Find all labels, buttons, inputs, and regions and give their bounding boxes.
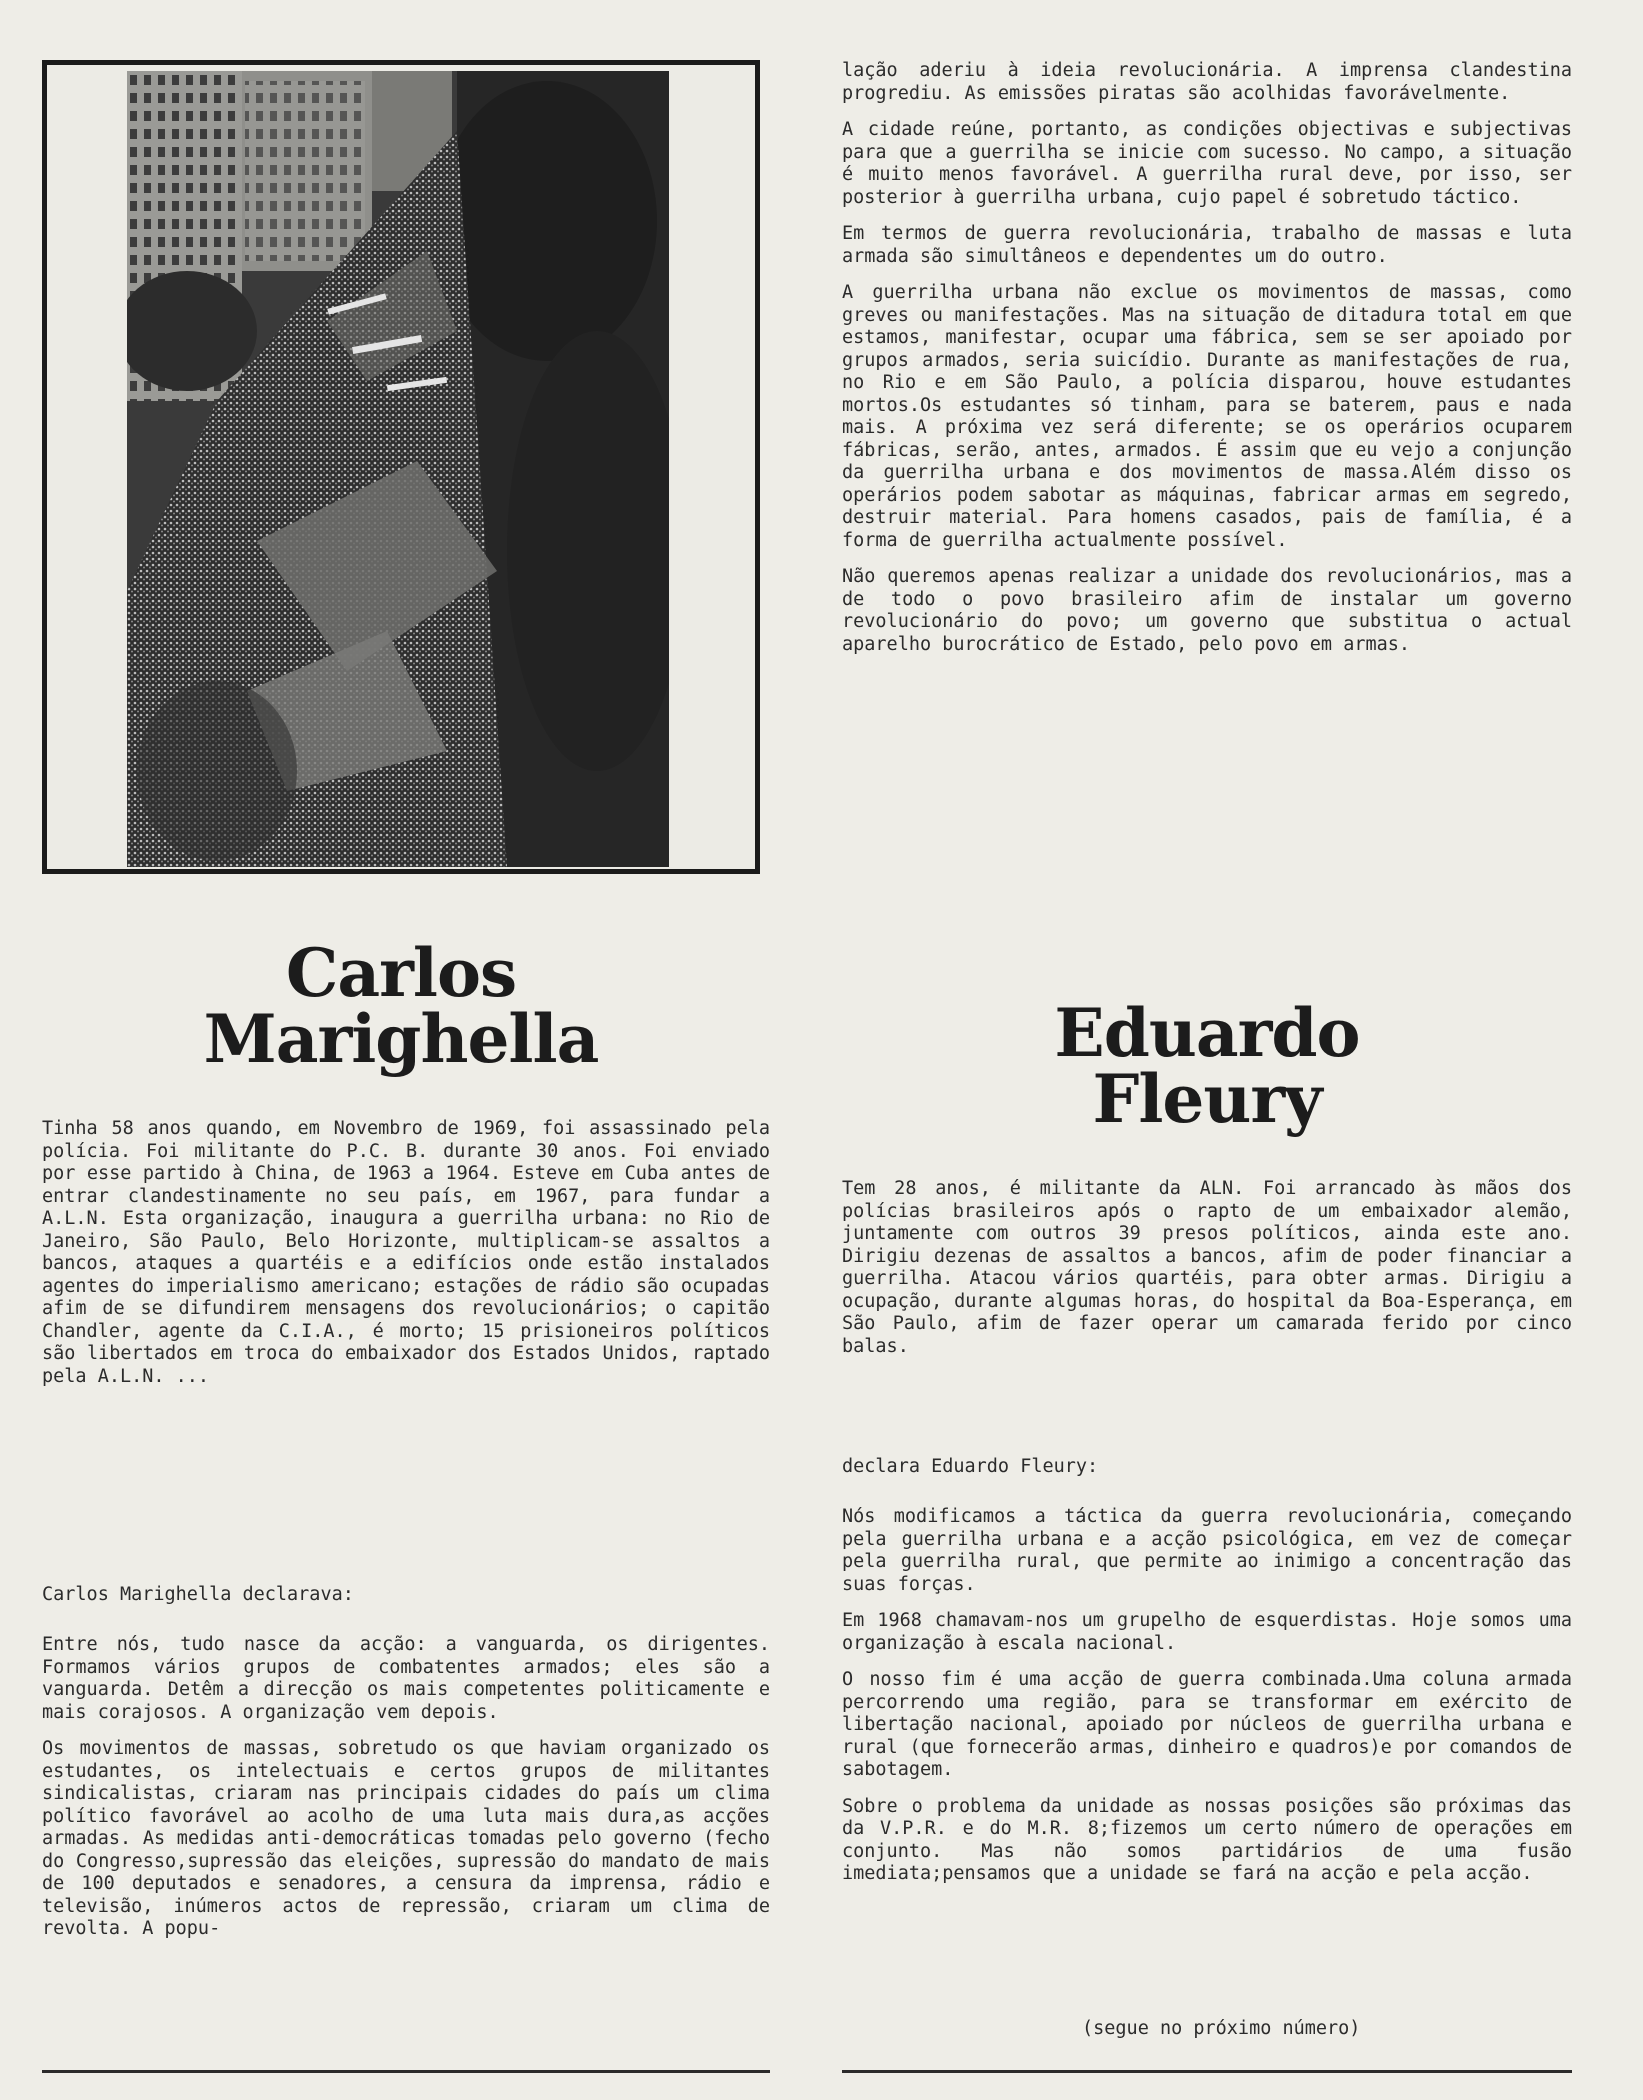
statement-paragraph: Não queremos apenas realizar a unidade dos revolucionários, mas a de todo o povo brasileiro afim de instalar um governo revolucionário do povo; um governo que substitua o actual aparelho burocrático de Estado, pelo povo em armas. xyxy=(842,566,1572,655)
marighella-statement xyxy=(42,1634,770,1955)
heading-line-2: Fleury xyxy=(1092,1060,1322,1138)
photo-frame xyxy=(42,60,760,874)
statement-paragraph: Entre nós, tudo nasce da acção: a vanguarda, os dirigentes. Formamos vários grupos de combatentes armados; eles são a vanguarda. Detêm a direcção os mais competentes politicamente e mais corajosos. A organização vem depois. xyxy=(42,1634,770,1723)
statement-paragraph: Os movimentos de massas, sobretudo os que haviam organizado os estudantes, os intelectuais e certos grupos de militantes sindicalistas, criaram nas principais cidades do país um clima político favorável ao acolho de uma luta mais dura,as acções armadas. As medidas anti-democráticas tomadas pelo governo (fecho do Congresso,supressão das eleições, supressão do mandato de mais de 100 deputados e senadores, a censura da imprensa, rádio e televisão, inúmeros actos de repressão, criaram um clima de revolta. A popu- xyxy=(42,1738,770,1939)
heading-line-1: Eduardo xyxy=(1054,994,1360,1072)
crowd-demonstration-photo xyxy=(127,71,669,867)
marighella-quote-intro: Carlos Marighella declarava: xyxy=(42,1584,354,1605)
fleury-biography: Tem 28 anos, é militante da ALN. Foi arrancado às mãos dos polícias brasileiros após o rapto de um embaixador alemão, juntamente com outros 39 presos políticos, ainda este ano. Dirigiu dezenas de assaltos a bancos, afim de poder financiar a guerrilha. Atacou vários quartéis, para obter armas. Dirigiu a ocupação, durante algumas horas, do hospital da Boa-Esperança, em São Paulo, afim de fazer operar um camarada ferido por cinco balas. xyxy=(842,1178,1572,1357)
fleury-quote-intro: declara Eduardo Fleury: xyxy=(842,1456,1099,1477)
statement-paragraph: Sobre o problema da unidade as nossas posições são próximas das da V.P.R. e do M.R. 8;fizemos um certo número de operações em conjunto. Mas não somos partidários de uma fusão imediata;pensamos que a unidade se fará na acção e pela acção. xyxy=(842,1795,1572,1884)
marighella-statement-continued xyxy=(842,60,1572,670)
heading-line-2: Marighella xyxy=(203,1000,599,1078)
statement-paragraph: A guerrilha urbana não exclue os movimentos de massas, como greves ou manifestações. Mas na situação de ditadura total em que estamos, manifestar, ocupar uma fábrica, sem se ser apoiado por grupos armados, seria suicídio. Durante as manifestações de rua, no Rio e em São Paulo, a polícia disparou, houve estudantes mortos.Os estudantes só tinham, para se baterem, paus e nada mais. A próxima vez será diferente; se os operários ocuparem fábricas, serão, antes, armados. É assim que eu vejo a conjunção da guerrilha urbana e dos movimentos de massa.Além disso os operários podem sabotar as máquinas, fabricar armas em segredo, destruir material. Para homens casados, pais de família, é a forma de guerrilha actualmente possível. xyxy=(842,282,1572,551)
bottom-rule-left xyxy=(42,2070,770,2073)
fleury-statement xyxy=(842,1506,1572,1900)
eduardo-fleury-heading xyxy=(842,994,1572,1138)
left-column xyxy=(42,60,770,2050)
statement-paragraph: Em termos de guerra revolucionária, trabalho de massas e luta armada são simultâneos e dependentes um do outro. xyxy=(842,223,1572,267)
continuation-note: (segue no próximo número) xyxy=(1082,2018,1361,2039)
bottom-rule-right xyxy=(842,2070,1572,2073)
statement-paragraph: A cidade reúne, portanto, as condições objectivas e subjectivas para que a guerrilha se inicie com sucesso. No campo, a situação é muito menos favorável. A guerrilha rural deve, por isso, ser posterior à guerrilha urbana, cujo papel é sobretudo táctico. xyxy=(842,119,1572,208)
statement-paragraph: lação aderiu à ideia revolucionária. A imprensa clandestina progrediu. As emissões piratas são acolhidas favorávelmente. xyxy=(842,60,1572,104)
statement-paragraph: O nosso fim é uma acção de guerra combinada.Uma coluna armada percorrendo uma região, para se transformar em exército de libertação nacional, apoiado por núcleos de guerrilha urbana e rural (que fornecerão armas, dinheiro e quadros)e por comandos de sabotagem. xyxy=(842,1669,1572,1780)
right-column xyxy=(842,60,1572,2050)
statement-paragraph: Em 1968 chamavam-nos um grupelho de esquerdistas. Hoje somos uma organização à escala nacional. xyxy=(842,1610,1572,1654)
marighella-biography: Tinha 58 anos quando, em Novembro de 1969, foi assassinado pela polícia. Foi militante do P.C. B. durante 30 anos. Foi enviado por esse partido à China, de 1963 a 1964. Esteve em Cuba antes de entrar clandestinamente no seu país, em 1967, para fundar a A.L.N. Esta organização, inaugura a guerrilha urbana: no Rio de Janeiro, São Paulo, Belo Horizonte, multiplicam-se assaltos a bancos, ataques a quartéis e a edifícios onde estão instalados agentes do imperialismo americano; estações de rádio são ocupadas afim de se difundirem mensagens dos revolucionários; o capitão Chandler, agente da C.I.A., é morto; 15 prisioneiros políticos são libertados em troca do embaixador dos Estados Unidos, raptado pela A.L.N. ... xyxy=(42,1118,770,1387)
carlos-marighella-heading xyxy=(42,934,760,1078)
heading-line-1: Carlos xyxy=(285,934,517,1012)
statement-paragraph: Nós modificamos a táctica da guerra revolucionária, começando pela guerrilha urbana e a acção psicológica, em vez de começar pela guerrilha rural, que permite ao inimigo a concentração das suas forças. xyxy=(842,1506,1572,1595)
